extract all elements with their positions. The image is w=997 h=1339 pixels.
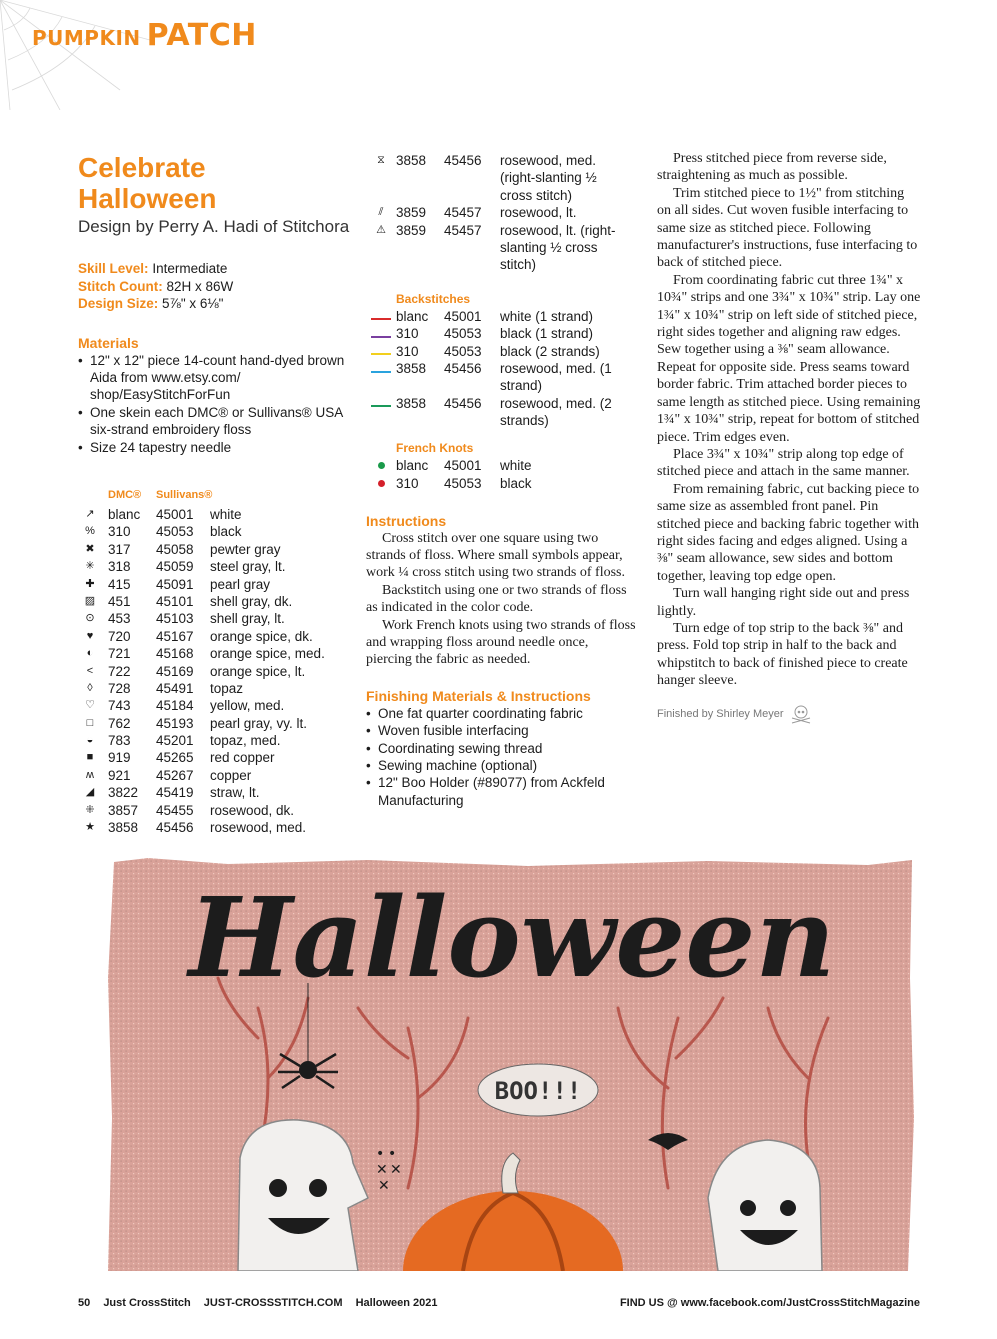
table-row xyxy=(72,523,325,540)
table-row xyxy=(72,819,325,836)
stitch-symbol-icon: ⧖ xyxy=(377,154,385,166)
table-row xyxy=(72,628,325,645)
sullivans-number: 45457 xyxy=(444,205,482,221)
line-swatch xyxy=(371,405,391,407)
key-head-dmc: DMC® xyxy=(108,489,142,501)
color-name: straw, lt. xyxy=(210,785,260,801)
backstitch-line-icon xyxy=(366,360,396,395)
dmc-number: 783 xyxy=(108,733,131,749)
sullivans-number: 45184 xyxy=(156,698,194,714)
stitch-symbol-icon: ⊙ xyxy=(85,612,95,625)
dmc-number: 310 xyxy=(396,476,419,492)
list-item: • 12" Boo Holder (#89077) from Ackfeld Manufacturing xyxy=(366,774,636,809)
dmc-number: 722 xyxy=(108,663,131,679)
key-header xyxy=(72,489,325,506)
dmc-number: 919 xyxy=(108,750,131,766)
sullivans-number: 45001 xyxy=(444,457,482,473)
article-intro xyxy=(78,152,350,456)
table-row xyxy=(72,645,325,662)
finishing-materials-list xyxy=(366,705,636,809)
section-tag xyxy=(32,18,257,53)
section-word-2: PATCH xyxy=(146,18,257,53)
dot xyxy=(378,480,385,487)
table-row xyxy=(366,475,636,493)
sullivans-number: 45053 xyxy=(444,326,482,342)
bubble-text: BOO!!! xyxy=(494,1077,582,1105)
color-name: steel gray, lt. xyxy=(210,559,286,575)
table-row xyxy=(366,308,636,325)
color-name: shell gray, dk. xyxy=(210,593,293,609)
table-row xyxy=(366,360,636,395)
color-name: rosewood, med. (right-slanting ½ cross stitch) xyxy=(500,153,597,203)
sullivans-number: 45169 xyxy=(156,663,194,679)
backstitch-line-icon xyxy=(366,308,396,325)
materials-list xyxy=(78,352,350,456)
dmc-number: 743 xyxy=(108,698,131,714)
spec-stitch-count: Stitch Count: 82H x 86W xyxy=(78,278,234,294)
list-item: • One fat quarter coordinating fabric xyxy=(366,705,636,722)
table-row xyxy=(366,222,636,274)
line-swatch xyxy=(371,318,391,320)
page-footer xyxy=(78,1297,920,1309)
table-row xyxy=(72,680,325,697)
svg-text:✕: ✕ xyxy=(378,1178,390,1194)
svg-text:•: • xyxy=(388,1146,397,1162)
table-row xyxy=(72,697,325,714)
dmc-number: 728 xyxy=(108,680,131,696)
color-name: white xyxy=(500,457,532,473)
color-name: topaz, med. xyxy=(210,733,281,749)
line-swatch xyxy=(371,353,391,355)
color-name: black xyxy=(210,524,242,540)
dmc-number: 3858 xyxy=(396,153,427,168)
table-row xyxy=(72,784,325,801)
table-row xyxy=(72,715,325,732)
list-item: • Coordinating sewing thread xyxy=(366,740,636,757)
svg-text:✕: ✕ xyxy=(390,1162,402,1178)
dmc-number: 310 xyxy=(108,524,131,540)
paragraph: Backstitch using one or two strands of floss as indicated in the color code. xyxy=(366,582,627,616)
list-item: • Sewing machine (optional) xyxy=(366,757,636,774)
table-row xyxy=(72,576,325,593)
backstitch-line-icon xyxy=(366,343,396,360)
table-row xyxy=(72,541,325,558)
column-3 xyxy=(657,150,921,724)
dmc-number: 415 xyxy=(108,576,131,592)
list-item: • One skein each DMC® or Sullivans® USA six-strand embroidery floss xyxy=(78,404,350,439)
paragraph: Press stitched piece from reverse side, straightening as much as possible. xyxy=(657,151,887,184)
skull-icon xyxy=(790,704,812,724)
materials-heading: Materials xyxy=(78,334,139,351)
stitch-symbol-icon: ✚ xyxy=(85,577,95,590)
spider-web-decoration xyxy=(0,0,150,110)
sullivans-number: 45058 xyxy=(156,541,194,557)
dmc-number: 451 xyxy=(108,593,131,609)
byline: Design by Perry A. Hadi of Stitchora xyxy=(78,217,350,236)
key-head-sullivans: Sullivans® xyxy=(156,489,213,501)
french-knots-heading: French Knots xyxy=(396,440,474,455)
sullivans-number: 45491 xyxy=(156,680,194,696)
paragraph: Turn edge of top strip to the back ⅜" and press. Fold top strip in half to the back and whipstitch to back of finished piece to create hanger sleeve. xyxy=(657,620,908,689)
table-row xyxy=(72,593,325,610)
finishing-heading: Finishing Materials & Instructions xyxy=(366,687,591,704)
table-row xyxy=(72,506,325,523)
color-name: black (2 strands) xyxy=(500,343,600,359)
title-line-2: Halloween xyxy=(78,183,217,214)
french-knot-dot-icon xyxy=(366,457,396,475)
issue: Halloween 2021 xyxy=(355,1297,438,1309)
sullivans-number: 45456 xyxy=(156,820,194,836)
color-name: rosewood, lt. (right-slanting ½ cross stitch) xyxy=(500,222,616,273)
list-item: • Woven fusible interfacing xyxy=(366,722,636,739)
stitch-symbol-icon: ◢ xyxy=(85,786,95,799)
sullivans-number: 45053 xyxy=(444,343,482,359)
stitch-symbol-icon: ♥ xyxy=(86,629,94,642)
table-row xyxy=(366,343,636,360)
page-number: 50 xyxy=(78,1297,91,1309)
sullivans-number: 45053 xyxy=(156,524,194,540)
stitch-symbol-icon: ♡ xyxy=(85,699,95,712)
color-name: black (1 strand) xyxy=(500,326,594,342)
stitch-symbol-icon: ◐ xyxy=(86,647,94,660)
svg-text:✕: ✕ xyxy=(376,1162,388,1178)
article-title xyxy=(78,152,350,214)
stitch-symbol-icon: ▨ xyxy=(84,594,96,607)
sullivans-number: 45001 xyxy=(444,308,482,324)
dmc-number: 721 xyxy=(108,646,131,662)
color-name: orange spice, dk. xyxy=(210,628,313,644)
stitch-symbol-icon: ⚠ xyxy=(376,223,386,236)
sullivans-number: 45193 xyxy=(156,715,194,731)
stitch-symbol-icon: ✖ xyxy=(85,542,95,555)
color-name: topaz xyxy=(210,680,244,696)
stitch-symbol-icon: ★ xyxy=(85,821,95,834)
dmc-number: 720 xyxy=(108,628,131,644)
dmc-number: 3857 xyxy=(108,802,139,818)
footer-left xyxy=(78,1297,438,1309)
sullivans-number: 45267 xyxy=(156,767,194,783)
stitch-symbol-icon: ◒ xyxy=(86,734,94,747)
sullivans-number: 45201 xyxy=(156,733,194,749)
table-row xyxy=(72,732,325,749)
specs xyxy=(78,260,350,313)
table-row xyxy=(366,457,636,475)
footer-social: FIND US @ www.facebook.com/JustCrossStitchMagazine xyxy=(619,1297,920,1309)
color-name: pewter gray xyxy=(210,541,281,557)
color-name: white (1 strand) xyxy=(500,308,594,324)
dmc-number: 3822 xyxy=(108,785,139,801)
list-item: • 12" x 12" piece 14-count hand-dyed brown Aida from www.etsy.com/ shop/EasyStitchForFun xyxy=(78,352,350,404)
backstitch-line-icon xyxy=(366,395,396,430)
dmc-number: 317 xyxy=(108,541,131,557)
paragraph: Trim stitched piece to 1½" from stitching on all sides. Cut woven fusible interfacing to same size as stitched piece. Following manufacturer's instructions, fuse interfacing to back of stitched piece. xyxy=(657,185,918,271)
dmc-number: 310 xyxy=(396,343,419,359)
stitch-symbol-icon: % xyxy=(85,525,95,538)
dmc-number: 318 xyxy=(108,559,131,575)
dmc-number: blanc xyxy=(108,507,141,522)
table-row xyxy=(366,204,636,221)
svg-text:•: • xyxy=(376,1146,385,1162)
magazine-site: JUST-CROSSSTITCH.COM xyxy=(203,1297,343,1309)
table-row xyxy=(366,152,636,204)
paragraph: Cross stitch over one square using two strands of floss. Where small symbols appear, work ¼ cross stitch using two strands of floss. xyxy=(366,530,625,581)
color-key xyxy=(72,489,325,836)
french-knot-dot-icon xyxy=(366,475,396,493)
sullivans-number: 45101 xyxy=(156,593,194,609)
line-swatch xyxy=(371,336,391,338)
dmc-number: 310 xyxy=(396,326,419,342)
sullivans-number: 45091 xyxy=(156,576,194,592)
dmc-number: 3858 xyxy=(108,820,139,836)
dmc-number: 453 xyxy=(108,611,131,627)
dmc-number: blanc xyxy=(396,457,429,473)
stitch-symbol-icon: ⫽ xyxy=(378,206,384,219)
column-2 xyxy=(366,152,636,809)
color-name: rosewood, med. xyxy=(210,820,307,836)
sullivans-number: 45455 xyxy=(156,802,194,818)
backstitches-heading: Backstitches xyxy=(396,291,471,306)
sullivans-number: 45103 xyxy=(156,611,194,627)
dmc-number: 3859 xyxy=(396,222,427,238)
table-row xyxy=(72,802,325,819)
finishing-instructions xyxy=(657,150,921,690)
stitch-symbol-icon: □ xyxy=(86,716,94,729)
color-name: yellow, med. xyxy=(210,698,285,714)
table-row xyxy=(366,325,636,342)
dmc-number: 3859 xyxy=(396,205,427,221)
title-line-1: Celebrate xyxy=(78,152,206,183)
finisher-credit: Finished by Shirley Meyer xyxy=(657,704,921,724)
color-name: rosewood, dk. xyxy=(210,802,295,818)
color-name: orange spice, med. xyxy=(210,646,325,662)
dmc-number: 3858 xyxy=(396,395,427,411)
instructions-body xyxy=(366,530,636,669)
magazine-name: Just CrossStitch xyxy=(103,1297,191,1309)
dmc-number: blanc xyxy=(396,308,429,324)
color-name: black xyxy=(500,476,532,492)
sullivans-number: 45167 xyxy=(156,628,194,644)
color-name: copper xyxy=(210,767,252,783)
sullivans-number: 45059 xyxy=(156,559,194,575)
paragraph: From coordinating fabric cut three 1¾" x 10¾" strips and one 3¾" x 10¾" strip. Lay one 1¾" x 10¾" strip on left side of stitched piece, right sides together and aligning raw edges. Sew together using a ⅜" seam allowance. Repeat for opposite side. Press seams toward border fabric. Trim attached border pieces to same length as stitched piece. Using remaining 1¾" x 10¾" strip, repeat for bottom of stitched piece. Trim edges even. xyxy=(657,272,921,445)
sullivans-number: 45168 xyxy=(156,646,194,662)
color-name: rosewood, med. (1 strand) xyxy=(500,361,612,394)
table-row xyxy=(72,749,325,766)
stitch-symbol-icon: ʍ xyxy=(86,768,94,781)
spec-skill: Skill Level: Intermediate xyxy=(78,261,228,276)
color-name: red copper xyxy=(210,750,275,766)
sullivans-number: 45457 xyxy=(444,222,482,238)
sullivans-number: 45456 xyxy=(444,361,482,377)
color-name: pearl gray xyxy=(210,576,271,592)
color-name: white xyxy=(210,507,242,522)
table-row xyxy=(72,767,325,784)
instructions-heading: Instructions xyxy=(366,512,447,529)
color-name: rosewood, med. (2 strands) xyxy=(500,395,612,429)
stitched-piece-photo xyxy=(108,858,916,1271)
sullivans-number: 45419 xyxy=(156,785,194,801)
stitch-symbol-icon: ◊ xyxy=(87,681,93,694)
dmc-number: 762 xyxy=(108,715,131,731)
list-item: • Size 24 tapestry needle xyxy=(78,439,350,456)
paragraph: Turn wall hanging right side out and press lightly. xyxy=(657,586,910,619)
table-row xyxy=(366,395,636,430)
sullivans-number: 45053 xyxy=(444,476,482,492)
paragraph: Place 3¾" x 10¾" strip along top edge of stitched piece and attach in the same manner. xyxy=(657,446,910,480)
line-swatch xyxy=(371,371,391,373)
stitch-symbol-icon: < xyxy=(86,664,94,677)
color-name: rosewood, lt. xyxy=(500,205,577,221)
stitch-symbol-icon: ✳ xyxy=(85,560,95,573)
table-row xyxy=(72,558,325,575)
backstitch-line-icon xyxy=(366,325,396,342)
paragraph: Work French knots using two strands of floss and wrapping floss around needle once, piercing the fabric as needed. xyxy=(366,617,636,668)
color-name: pearl gray, vy. lt. xyxy=(210,715,308,731)
stitch-symbol-icon: ■ xyxy=(86,751,94,764)
stitched-word: Halloween xyxy=(188,873,836,1002)
sullivans-number: 45456 xyxy=(444,395,482,411)
table-row xyxy=(72,610,325,627)
sullivans-number: 45265 xyxy=(156,750,194,766)
table-row xyxy=(72,663,325,680)
sullivans-number: 45001 xyxy=(156,507,194,522)
sullivans-number: 45456 xyxy=(444,153,482,168)
spec-design-size: Design Size: 5⅞" x 6⅛" xyxy=(78,296,224,311)
paragraph: From remaining fabric, cut backing piece to same size as assembled front panel. Pin stitched piece and backing fabric together with right sides facing and edges aligned. Using a ⅜" seam allowance, sew sides and bottom together, leaving top edge open. xyxy=(657,481,920,584)
dmc-number: 3858 xyxy=(396,361,427,377)
dmc-number: 921 xyxy=(108,767,131,783)
ghost-right xyxy=(708,1140,822,1271)
dot xyxy=(378,462,385,469)
stitch-symbol-icon: ↗ xyxy=(85,508,95,520)
color-name: orange spice, lt. xyxy=(210,663,306,679)
section-word-1: PUMPKIN xyxy=(32,26,141,50)
stitch-symbol-icon: ⁜ xyxy=(85,803,95,816)
color-name: shell gray, lt. xyxy=(210,611,285,627)
